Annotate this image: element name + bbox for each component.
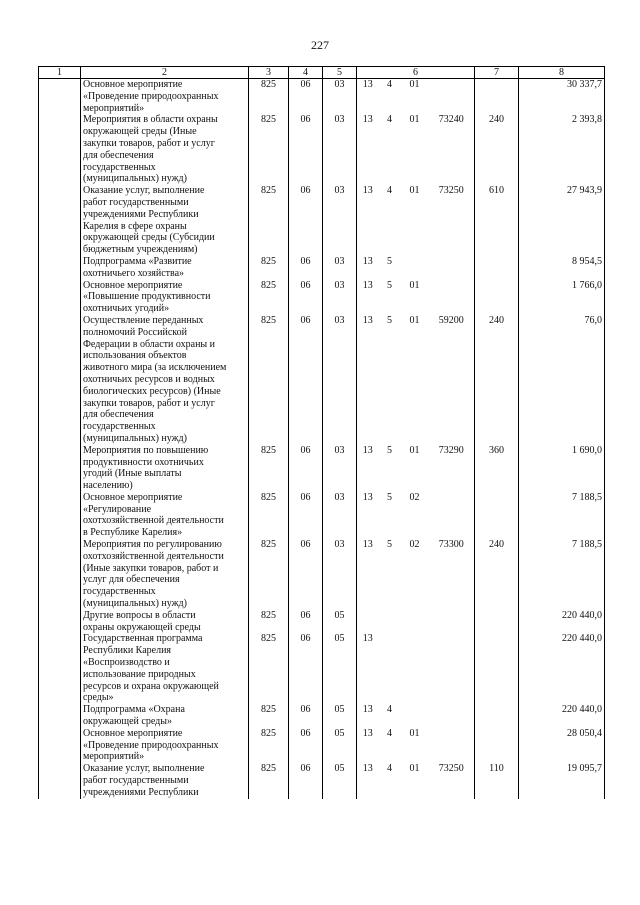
subsection-code: 03 (323, 539, 357, 610)
ministry-code: 825 (249, 728, 289, 763)
row-number-cell (39, 315, 81, 445)
target-subprogram-code: 4 (387, 79, 392, 90)
section-code: 06 (289, 539, 323, 610)
subsection-code: 03 (323, 280, 357, 315)
page-number: 227 (311, 38, 329, 52)
subsection-code: 05 (323, 728, 357, 763)
target-subprogram-code: 4 (387, 763, 392, 775)
ministry-code: 825 (249, 280, 289, 315)
table-row (39, 445, 605, 492)
target-activity-code: 01 (409, 444, 420, 456)
subsection-code: 03 (323, 256, 357, 280)
target-activity-code: 01 (409, 727, 420, 739)
target-subprogram-code: 5 (387, 279, 392, 291)
target-direction-code (429, 256, 475, 280)
section-code: 06 (289, 256, 323, 280)
row-number-cell (39, 610, 81, 634)
target-activity-code: 02 (409, 539, 420, 551)
target-activity-code: 01 (409, 114, 420, 126)
target-direction-code (429, 280, 475, 315)
target-direction-code: 73240 (429, 114, 475, 185)
budget-table (38, 66, 605, 799)
section-code: 06 (289, 315, 323, 445)
section-code: 06 (289, 704, 323, 728)
section-code: 06 (289, 185, 323, 256)
amount: 1 690,0 (519, 445, 605, 492)
row-description: Другие вопросы в области охраны окружающей среды (81, 610, 249, 634)
amount: 30 337,7 (519, 79, 605, 115)
table-header-row (39, 67, 605, 79)
target-direction-code: 73250 (429, 185, 475, 256)
table-row (39, 114, 605, 185)
expense-type-code (475, 704, 519, 728)
target-direction-code (429, 610, 475, 634)
target-direction-code: 73300 (429, 539, 475, 610)
subsection-code: 05 (323, 610, 357, 634)
target-activity-code (401, 610, 429, 634)
ministry-code: 825 (249, 256, 289, 280)
target-direction-code: 73250 (429, 763, 475, 798)
amount: 76,0 (519, 315, 605, 445)
table-row (39, 315, 605, 445)
amount: 1 766,0 (519, 280, 605, 315)
target-program-code: 13 (357, 539, 379, 610)
column-header-3: 3 (249, 67, 289, 79)
target-direction-code (429, 79, 475, 115)
subsection-code: 03 (323, 185, 357, 256)
table-row (39, 280, 605, 315)
target-program-code: 13 (357, 256, 379, 280)
amount: 8 954,5 (519, 256, 605, 280)
ministry-code: 825 (249, 315, 289, 445)
target-subprogram-code: 4 (387, 114, 392, 126)
row-description: Основное мероприятие «Проведение природоохранных мероприятий» (81, 79, 249, 115)
table-row (39, 539, 605, 610)
row-description: Подпрограмма «Охрана окружающей среды» (81, 704, 249, 728)
target-activity-code: 01 (409, 79, 420, 90)
expense-type-code: 110 (475, 763, 519, 798)
table-row (39, 728, 605, 763)
column-header-5: 5 (323, 67, 357, 79)
expense-type-code: 240 (475, 114, 519, 185)
subsection-code: 03 (323, 315, 357, 445)
row-description: Государственная программа Республики Карелия «Воспроизводство и использование природных ресурсов и охрана окружающей среды» (81, 633, 249, 704)
expense-type-code (475, 633, 519, 704)
target-program-code: 13 (357, 445, 379, 492)
row-number-cell (39, 704, 81, 728)
ministry-code: 825 (249, 79, 289, 115)
row-number-cell (39, 763, 81, 798)
subsection-code: 03 (323, 79, 357, 115)
target-direction-code (429, 704, 475, 728)
target-activity-code (401, 704, 429, 728)
row-description: Мероприятия по повышению продуктивности охотничьих угодий (Иные выплаты населению) (81, 445, 249, 492)
table-row (39, 492, 605, 539)
section-code: 06 (289, 633, 323, 704)
ministry-code: 825 (249, 492, 289, 539)
subsection-code: 05 (323, 704, 357, 728)
target-subprogram-code (379, 610, 401, 634)
row-description: Осуществление переданных полномочий Российской Федерации в области охраны и использования объектов животного мира (за исключением охотничьих ресурсов и водных биологических ресурсов) (Иные закупки товаров, работ и услуг для обеспечения государственных (муниципальных) нужд) (81, 315, 249, 445)
target-subprogram-code: 5 (387, 539, 392, 551)
row-number-cell (39, 445, 81, 492)
ministry-code: 825 (249, 114, 289, 185)
section-code: 06 (289, 763, 323, 798)
amount: 7 188,5 (519, 492, 605, 539)
section-code: 06 (289, 728, 323, 763)
section-code: 06 (289, 445, 323, 492)
expense-type-code (475, 728, 519, 763)
target-activity-code: 02 (409, 491, 420, 503)
ministry-code: 825 (249, 445, 289, 492)
column-header-4: 4 (289, 67, 323, 79)
table-row (39, 763, 605, 798)
table-body (39, 79, 605, 799)
target-subprogram-code: 4 (387, 185, 392, 197)
target-program-code (357, 610, 379, 634)
expense-type-code (475, 610, 519, 634)
target-activity-code (401, 633, 429, 704)
table-row (39, 79, 605, 115)
row-number-cell (39, 539, 81, 610)
row-description: Мероприятия по регулированию охотхозяйственной деятельности (Иные закупки товаров, работ и услуг для обеспечения государственных (муниципальных) нужд) (81, 539, 249, 610)
column-header-6: 6 (357, 67, 475, 79)
target-program-code: 13 (357, 114, 379, 185)
target-activity-code: 01 (409, 763, 420, 775)
target-activity-code: 01 (409, 279, 420, 291)
amount: 28 050,4 (519, 728, 605, 763)
amount: 2 393,8 (519, 114, 605, 185)
ministry-code: 825 (249, 763, 289, 798)
column-header-8: 8 (519, 67, 605, 79)
ministry-code: 825 (249, 633, 289, 704)
amount: 220 440,0 (519, 704, 605, 728)
section-code: 06 (289, 114, 323, 185)
expense-type-code (475, 492, 519, 539)
target-direction-code (429, 492, 475, 539)
target-program-code: 13 (357, 728, 379, 763)
row-number-cell (39, 185, 81, 256)
expense-type-code (475, 256, 519, 280)
target-program-code: 13 (357, 79, 379, 115)
section-code: 06 (289, 79, 323, 115)
column-header-7: 7 (475, 67, 519, 79)
amount: 220 440,0 (519, 610, 605, 634)
table-row (39, 704, 605, 728)
row-number-cell (39, 633, 81, 704)
target-subprogram-code: 5 (387, 314, 392, 326)
target-subprogram-code: 5 (387, 444, 392, 456)
target-direction-code: 59200 (429, 315, 475, 445)
target-direction-code (429, 633, 475, 704)
expense-type-code: 240 (475, 315, 519, 445)
ministry-code: 825 (249, 185, 289, 256)
target-subprogram-code: 5 (387, 491, 392, 503)
target-subprogram-code: 4 (387, 704, 392, 716)
section-code: 06 (289, 492, 323, 539)
row-description: Подпрограмма «Развитие охотничьего хозяйства» (81, 256, 249, 280)
ministry-code: 825 (249, 704, 289, 728)
expense-type-code: 240 (475, 539, 519, 610)
row-description: Оказание услуг, выполнение работ государственными учреждениями Республики (81, 763, 249, 798)
target-subprogram-code: 5 (387, 255, 392, 267)
amount: 19 095,7 (519, 763, 605, 798)
target-direction-code: 73290 (429, 445, 475, 492)
subsection-code: 03 (323, 445, 357, 492)
row-description: Основное мероприятие «Повышение продуктивности охотничьих угодий» (81, 280, 249, 315)
target-program-code: 13 (357, 704, 379, 728)
target-activity-code: 01 (409, 314, 420, 326)
target-direction-code (429, 728, 475, 763)
target-program-code: 13 (357, 763, 379, 798)
expense-type-code (475, 79, 519, 115)
target-subprogram-code (379, 633, 401, 704)
target-program-code: 13 (357, 315, 379, 445)
table-row (39, 610, 605, 634)
subsection-code: 03 (323, 492, 357, 539)
expense-type-code (475, 280, 519, 315)
table-row (39, 185, 605, 256)
target-program-code: 13 (357, 492, 379, 539)
amount: 27 943,9 (519, 185, 605, 256)
subsection-code: 03 (323, 114, 357, 185)
row-description: Мероприятия в области охраны окружающей среды (Иные закупки товаров, работ и услуг для обеспечения государственных (муниципальных) нужд) (81, 114, 249, 185)
target-program-code: 13 (357, 280, 379, 315)
expense-type-code: 360 (475, 445, 519, 492)
section-code: 06 (289, 280, 323, 315)
table-row (39, 633, 605, 704)
subsection-code: 05 (323, 763, 357, 798)
row-number-cell (39, 492, 81, 539)
target-program-code: 13 (357, 633, 379, 704)
amount: 220 440,0 (519, 633, 605, 704)
column-header-2: 2 (81, 67, 249, 79)
row-number-cell (39, 728, 81, 763)
row-description: Основное мероприятие «Регулирование охотхозяйственной деятельности в Республике Карелия» (81, 492, 249, 539)
table-row (39, 256, 605, 280)
amount: 7 188,5 (519, 539, 605, 610)
target-subprogram-code: 4 (387, 727, 392, 739)
ministry-code: 825 (249, 610, 289, 634)
row-number-cell (39, 79, 81, 115)
target-activity-code (401, 256, 429, 280)
row-number-cell (39, 280, 81, 315)
column-header-1: 1 (39, 67, 81, 79)
section-code: 06 (289, 610, 323, 634)
row-description: Оказание услуг, выполнение работ государственными учреждениями Республики Карелия в сфере охраны окружающей среды (Субсидии бюджетным учреждениям) (81, 185, 249, 256)
row-number-cell (39, 256, 81, 280)
expense-type-code: 610 (475, 185, 519, 256)
subsection-code: 05 (323, 633, 357, 704)
target-program-code: 13 (357, 185, 379, 256)
row-description: Основное мероприятие «Проведение природоохранных мероприятий» (81, 728, 249, 763)
ministry-code: 825 (249, 539, 289, 610)
row-number-cell (39, 114, 81, 185)
target-activity-code: 01 (409, 185, 420, 197)
